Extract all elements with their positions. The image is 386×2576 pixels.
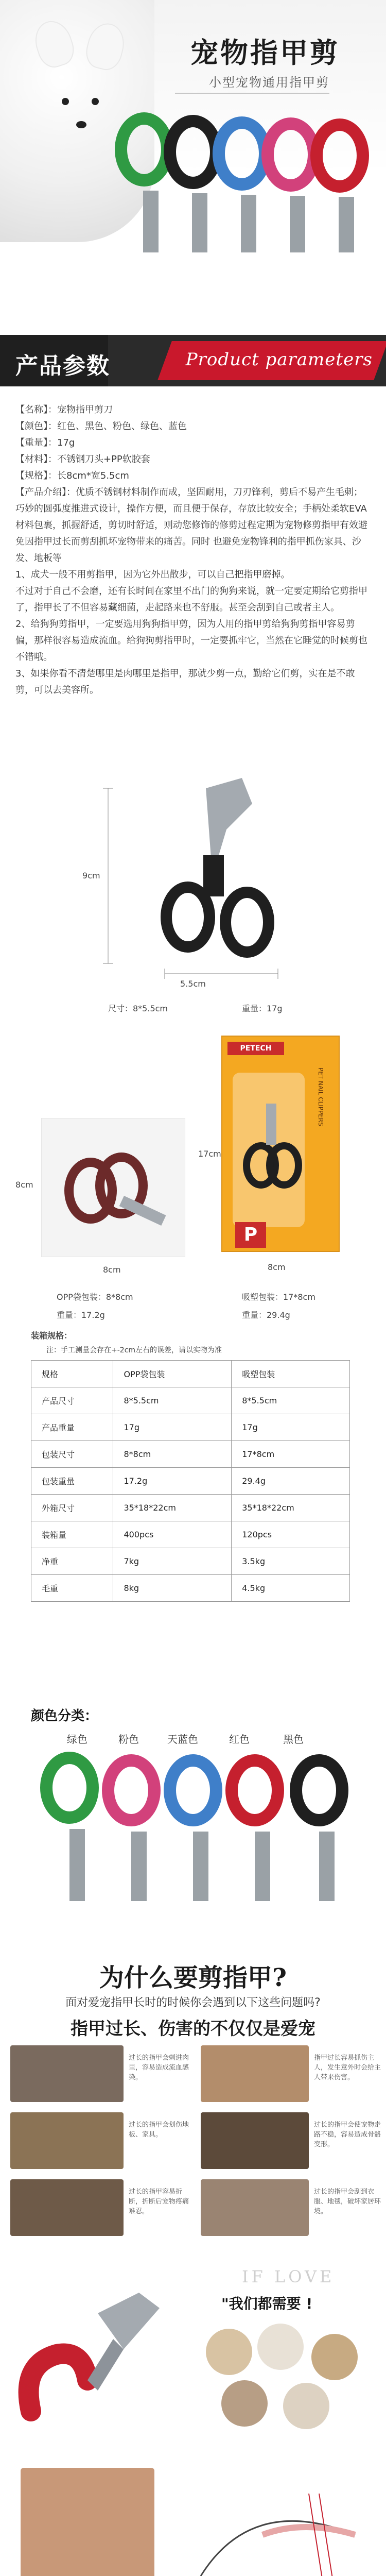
opp-width: 8cm: [103, 1265, 121, 1275]
table-cell: 4.5kg: [232, 1575, 350, 1602]
dimension-width: 5.5cm: [180, 979, 206, 989]
table-row: [31, 1441, 350, 1468]
why-subtitle: 面对爱宠指甲长时的时候你会遇到以下这些问题吗?: [65, 1996, 321, 2009]
paw-cutting-photo: [21, 2468, 154, 2576]
table-cell: 400pcs: [113, 1521, 232, 1548]
why-title: 为什么要剪指甲?: [99, 1963, 287, 1992]
colors-title: 颜色分类：: [31, 1708, 98, 1724]
table-cell: 35*18*22cm: [113, 1495, 232, 1521]
dog-avatar: [221, 2380, 268, 2427]
color-name-blue: 天蓝色: [167, 1733, 198, 1745]
table-row: [31, 1521, 350, 1548]
card-weight: 重量：29.4g: [242, 1310, 290, 1320]
table-cell: 120pcs: [232, 1521, 350, 1548]
table-row: [31, 1414, 350, 1441]
opp-bag-panel: [41, 1118, 185, 1257]
page-title: 宠物指甲剪: [190, 36, 340, 69]
param-line: 不过对于自己不会磨，还有长时间在家里不出门的狗狗来说，就一定要定期给它剪指甲了，指甲长了不但容易藏细菌，走起路来也不舒服。甚至会刮到自己或者主人。: [15, 586, 367, 613]
dog-collage: [201, 2318, 376, 2437]
clipper-red: [232, 1760, 278, 1901]
brand-label: PETECH: [227, 1042, 284, 1055]
blister-card: [221, 1036, 340, 1252]
table-row: [31, 1495, 350, 1521]
table-cell: 外箱尺寸: [31, 1495, 113, 1521]
clipper-blue: [170, 1760, 216, 1901]
opp-weight: 重量：17.2g: [57, 1310, 105, 1320]
clipper-blue: [219, 123, 265, 252]
clipper-black: [170, 121, 216, 252]
param-line: 【规格】：长8cm*宽5.5cm: [15, 470, 129, 481]
clipper-black: [296, 1760, 342, 1901]
broken-nail-photo: [10, 2179, 124, 2236]
opp-bag-clipper: [42, 1118, 186, 1258]
clipper-pink: [268, 124, 314, 252]
dog-eye-left: [62, 98, 69, 105]
size-line: 尺寸：8*5.5cm: [108, 1004, 168, 1013]
color-clippers-row: [31, 1752, 360, 1932]
floor-photo: [10, 2112, 124, 2169]
param-line: 【名称】：宠物指甲剪刀: [15, 404, 113, 415]
table-row: [31, 1575, 350, 1602]
why-note: 过长的指甲会划伤地板、家具。: [129, 2121, 189, 2139]
table-cell: 产品尺寸: [31, 1387, 113, 1414]
table-cell: 毛重: [31, 1575, 113, 1602]
card-logo: P: [235, 1222, 266, 1248]
table-row: [31, 1548, 350, 1575]
dog-paw-photo: [10, 2045, 124, 2102]
param-line: 1、成犬一般不用剪指甲，因为它外出散步，可以自己把指甲磨掉。: [15, 569, 290, 580]
table-cell: 净重: [31, 1548, 113, 1575]
card-height: 17cm: [198, 1149, 221, 1159]
param-line: 【重量】：17g: [15, 437, 75, 448]
why-note: 过长的指甲会刮到衣服、地毯，破坏家居环境。: [314, 2188, 381, 2215]
table-header: 吸塑包装: [232, 1361, 350, 1387]
card-side-text: PET NAIL CLIPPERS: [317, 1067, 324, 1126]
table-header: 规格: [31, 1361, 113, 1387]
param-line: 3、如果你看不清楚哪里是肉哪里是指甲，那就少剪一点，勤给它们剪，实在是不敢剪，可以去美容所。: [15, 668, 355, 696]
table-cell: 29.4g: [232, 1468, 350, 1495]
page-subtitle: 小型宠物通用指甲剪: [209, 75, 329, 90]
dimension-height: 9cm: [82, 871, 100, 880]
clipper-red: [317, 125, 363, 252]
banner-title-cn: 产品参数: [15, 353, 110, 379]
why-note: 过长的指甲容易折断，折断后宠物疼痛难忍。: [129, 2188, 189, 2215]
dimension-diagram: [87, 768, 304, 989]
pack-note: 注：手工测量会存在+-2cm左右的误差，请以实物为准: [46, 1346, 222, 1354]
why-note: 过长的指甲会使宠物走路不稳，容易造成骨骼变形。: [314, 2121, 381, 2148]
table-header: OPP袋包装: [113, 1361, 232, 1387]
color-name-pink: 粉色: [118, 1733, 139, 1745]
pack-table: [31, 1360, 350, 1602]
dog-ear-left: [30, 16, 78, 71]
clipper-pink: [108, 1760, 154, 1901]
color-name-black: 黑色: [283, 1733, 304, 1745]
dog-avatar: [283, 2383, 329, 2429]
card-width: 8cm: [268, 1262, 286, 1272]
hero-section: [0, 0, 386, 289]
love-title: IF LOVE: [242, 2267, 335, 2286]
table-cell: 包装重量: [31, 1468, 113, 1495]
dog-avatar: [257, 2324, 304, 2370]
table-cell: 8*8cm: [113, 1441, 232, 1468]
color-name-green: 绿色: [67, 1733, 87, 1745]
weight-line: 重量：17g: [242, 1004, 283, 1013]
red-clipper-closeup: [10, 2277, 180, 2432]
title-divider: [175, 93, 329, 94]
love-subtitle: "我们都需要 !: [221, 2295, 313, 2312]
table-cell: 8*5.5cm: [232, 1387, 350, 1414]
table-cell: 包装尺寸: [31, 1441, 113, 1468]
table-cell: 17*8cm: [232, 1441, 350, 1468]
params-section: [15, 402, 371, 699]
why-note: 过长的指甲会刺进肉里，容易造成流血感染。: [129, 2054, 189, 2081]
why-headline: 指甲过长、伤害的不仅仅是爱宠: [71, 2019, 315, 2039]
table-cell: 装箱量: [31, 1521, 113, 1548]
nail-diagram: [190, 2473, 376, 2576]
table-cell: 3.5kg: [232, 1548, 350, 1575]
dog-nose: [76, 121, 86, 128]
hero-clippers-row: [103, 108, 386, 289]
table-cell: 17g: [232, 1414, 350, 1441]
why-note: 指甲过长容易抓伤主人，发生意外时会给主人带来伤害。: [314, 2054, 381, 2081]
dog-ear-right: [82, 20, 129, 73]
scratch-photo: [201, 2045, 309, 2102]
dog-eye-right: [92, 98, 99, 105]
card-size: 吸塑包装：17*8cm: [242, 1292, 315, 1302]
opp-size: OPP袋包装：8*8cm: [57, 1292, 133, 1302]
table-cell: 17g: [113, 1414, 232, 1441]
blister-clipper: [240, 1093, 302, 1196]
table-cell: 7kg: [113, 1548, 232, 1575]
carpet-photo: [201, 2179, 309, 2236]
walking-photo: [201, 2112, 309, 2169]
param-line: 2、给狗狗剪指甲，一定要选用狗狗指甲剪，因为人用的指甲剪给狗狗剪指甲容易剪偏，那样很容易造成流血。给狗狗剪指甲时，一定要抓牢它，当然在它睡觉的时候剪也不错哦。: [15, 619, 367, 663]
pack-title: 装箱规格：: [31, 1331, 73, 1341]
table-row: [31, 1361, 350, 1387]
table-cell: 产品重量: [31, 1414, 113, 1441]
param-line: 【产品介绍】：优质不锈钢材料制作而成，坚固耐用，刀刃锋利，剪后不易产生毛刺；巧妙的圆弧度推进式设计，操作方便，而且便于保存，存放比较安全；手柄处柔软EVA材料包裹，抓握舒适，剪切时舒适，则动您修饰的修剪过程定期为宠物修剪指甲有效避免因指甲过长而剪刮抓坏宠物带来的痛苦。同时 也避免宠物锋利的指甲抓伤家具、沙发、地板等: [15, 487, 367, 564]
banner-red-tag: [157, 341, 386, 380]
dog-avatar: [311, 2334, 358, 2380]
section-banner: [0, 335, 386, 386]
banner-title-en: Product parameters: [185, 349, 373, 370]
table-row: [31, 1387, 350, 1414]
dog-avatar: [206, 2329, 252, 2375]
opp-height: 8cm: [15, 1180, 33, 1190]
table-row: [31, 1468, 350, 1495]
param-line: 【颜色】：红色、黑色、粉色、绿色、蓝色: [15, 421, 187, 432]
table-cell: 8kg: [113, 1575, 232, 1602]
color-name-red: 红色: [229, 1733, 250, 1745]
clipper-green: [46, 1758, 93, 1901]
table-cell: 17.2g: [113, 1468, 232, 1495]
table-cell: 35*18*22cm: [232, 1495, 350, 1521]
param-line: 【材料】：不锈钢刀头+PP软胶套: [15, 454, 150, 465]
table-cell: 8*5.5cm: [113, 1387, 232, 1414]
clipper-green: [121, 118, 167, 252]
